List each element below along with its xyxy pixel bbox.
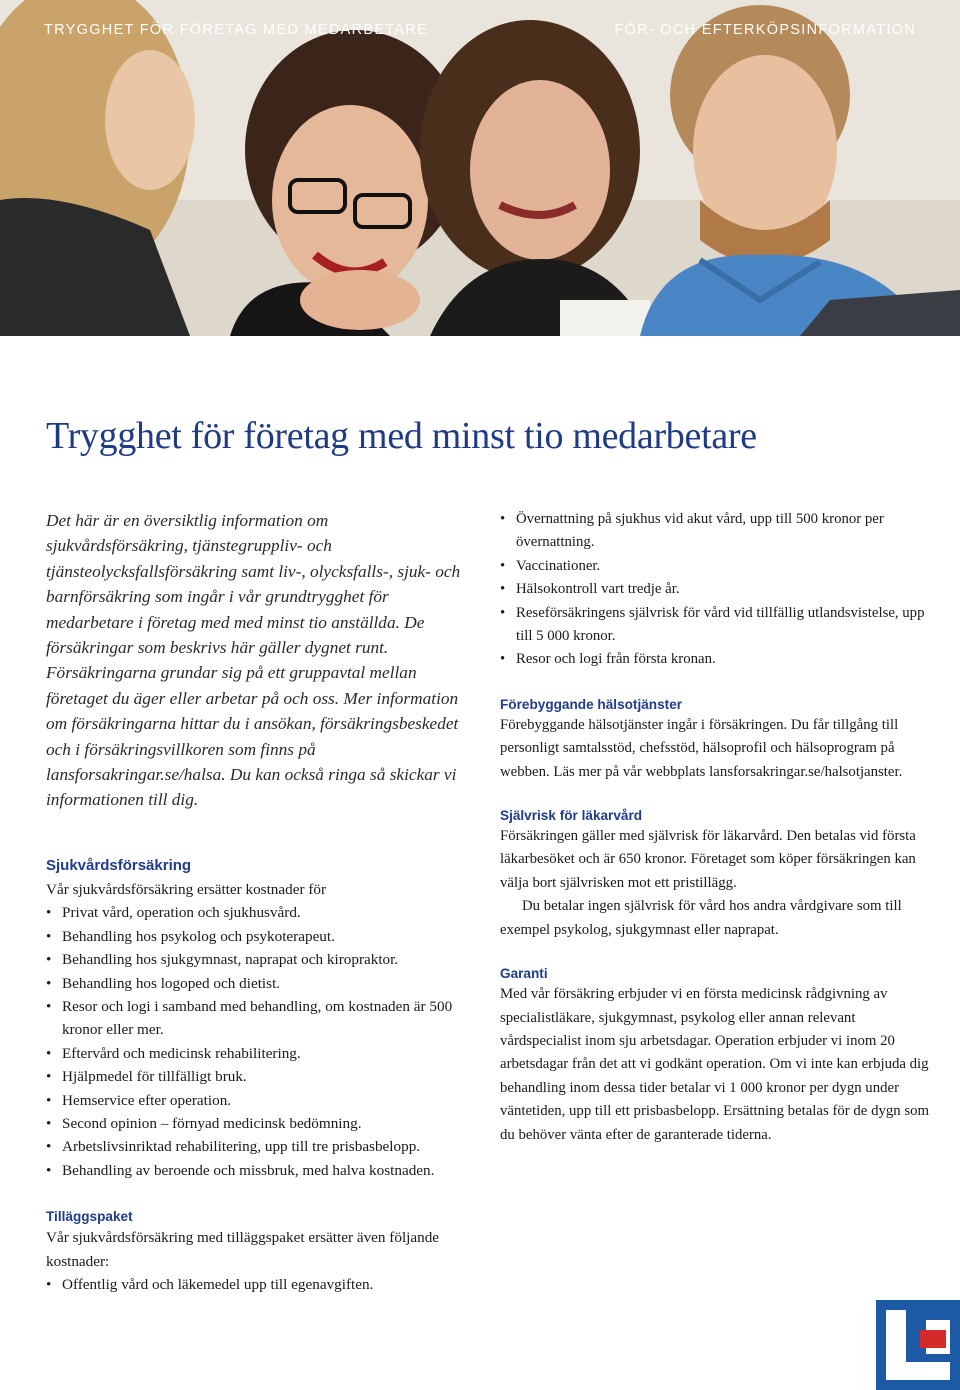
list-item: • Privat vård, operation och sjukhusvård. <box>46 901 466 924</box>
list-item: • Arbetslivsinriktad rehabilitering, upp till tre prisbasbelopp. <box>46 1135 466 1158</box>
garanti-heading: Garanti <box>500 966 548 982</box>
hero-illustration <box>0 0 960 336</box>
sjalvrisk-text-2: Du betalar ingen självrisk för vård hos andra vårdgivare som till exempel psykolog, sjukgymnast eller naprapat. <box>500 898 902 938</box>
tillagg-list <box>46 1273 466 1296</box>
intro-paragraph: Det här är en översiktlig information om sjukvårdsförsäkring, tjänstegruppliv- och tjänsteolycksfallsförsäkring samt liv-, olycksfalls-, sjuk- och barnförsäkring som ingår i vår grundtrygghet för medarbetare i företag med med minst tio anställda. De försäkringar som beskrivs här gäller dygnet runt. Försäkringarna grundar sig på ett gruppavtal mellan företaget du äger eller arbetar på och oss. Mer information om försäkringarna hittar du i ansökan, försäkringsbeskedet och i försäkringsvillkoren som finns på lansforsakringar.se/halsa. Du kan också ringa så skickar vi informationen till dig. <box>46 511 461 810</box>
list-item: • Behandling av beroende och missbruk, med halva kostnaden. <box>46 1159 466 1182</box>
list-item: • Behandling hos sjukgymnast, naprapat och kiropraktor. <box>46 948 466 971</box>
hero-photo <box>0 0 960 336</box>
list-item: • Reseförsäkringens självrisk för vård vid tillfällig utlandsvistelse, upp till 5 000 kronor. <box>500 602 930 649</box>
sjukvard-list <box>46 901 466 1182</box>
header-right-label: FÖR- OCH EFTERKÖPSINFORMATION <box>614 22 916 38</box>
list-item: • Behandling hos psykolog och psykoterapeut. <box>46 925 466 948</box>
header-left-label: TRYGGHET FÖR FÖRETAG MED MEDARBETARE <box>44 22 429 38</box>
list-item: • Resor och logi i samband med behandling, om kostnaden är 500 kronor eller mer. <box>46 995 466 1042</box>
list-item: • Behandling hos logoped och dietist. <box>46 972 466 995</box>
garanti-text: Med vår försäkring erbjuder vi en första medicinsk rådgivning av specialistläkare, sjukgymnast, psykolog eller annan relevant vårdspecialist inom sju arbetsdagar. Operation erbjuder vi inom 20 arbetsdagar från det att vi godkänt operation. Om vi inte kan erbjuda dig behandling inom dessa tider betalar vi 1 000 kronor per dygn under väntetiden, upp till ett prisbasbelopp. Ersättning betalas för de dygn som du behöver vänta efter de garanterade tiderna. <box>500 986 930 1143</box>
tillagg-lead: Vår sjukvårdsförsäkring med tilläggspaket ersätter även följande kostnader: <box>46 1229 440 1270</box>
list-item: • Second opinion – förnyad medicinsk bedömning. <box>46 1112 466 1135</box>
sjukvard-heading: Sjukvårdsförsäkring <box>46 856 192 874</box>
list-item: • Eftervård och medicinsk rehabilitering. <box>46 1042 466 1065</box>
page-title: Trygghet för företag med minst tio medarbetare <box>46 415 757 457</box>
sjalvrisk-heading: Självrisk för läkarvård <box>500 808 643 824</box>
list-item: • Hemservice efter operation. <box>46 1089 466 1112</box>
list-item: • Offentlig vård och läkemedel upp till egenavgiften. <box>46 1273 466 1296</box>
list-item: • Vaccinationer. <box>500 555 930 578</box>
forebyggande-text: Förebyggande hälsotjänster ingår i försäkringen. Du får tillgång till personligt samtalsstöd, chefsstöd, hälsoprofil och hälsoprogram på webben. Läs mer på vår webbplats lansforsakringar.se/halsotjanster. <box>500 716 903 780</box>
list-item: • Hjälpmedel för tillfälligt bruk. <box>46 1065 466 1088</box>
right-column <box>500 508 930 1147</box>
tillagg-heading: Tilläggspaket <box>46 1209 133 1225</box>
lansforsakringar-logo <box>876 1300 960 1390</box>
sjukvard-lead: Vår sjukvårdsförsäkring ersätter kostnader för <box>46 880 327 898</box>
forebyggande-heading: Förebyggande hälsotjänster <box>500 696 683 712</box>
left-column <box>46 508 466 1296</box>
list-item: • Hälsokontroll vart tredje år. <box>500 578 930 601</box>
extra-coverage-list <box>500 508 930 672</box>
sjalvrisk-text: Försäkringen gäller med självrisk för läkarvård. Den betalas vid första läkarbesöket och är 650 kronor. Företaget som köper försäkringen kan välja bort självrisken mot ett pristillägg. <box>500 828 916 891</box>
list-item: • Resor och logi från första kronan. <box>500 648 930 671</box>
list-item: • Övernattning på sjukhus vid akut vård, upp till 500 kronor per övernattning. <box>500 508 930 555</box>
